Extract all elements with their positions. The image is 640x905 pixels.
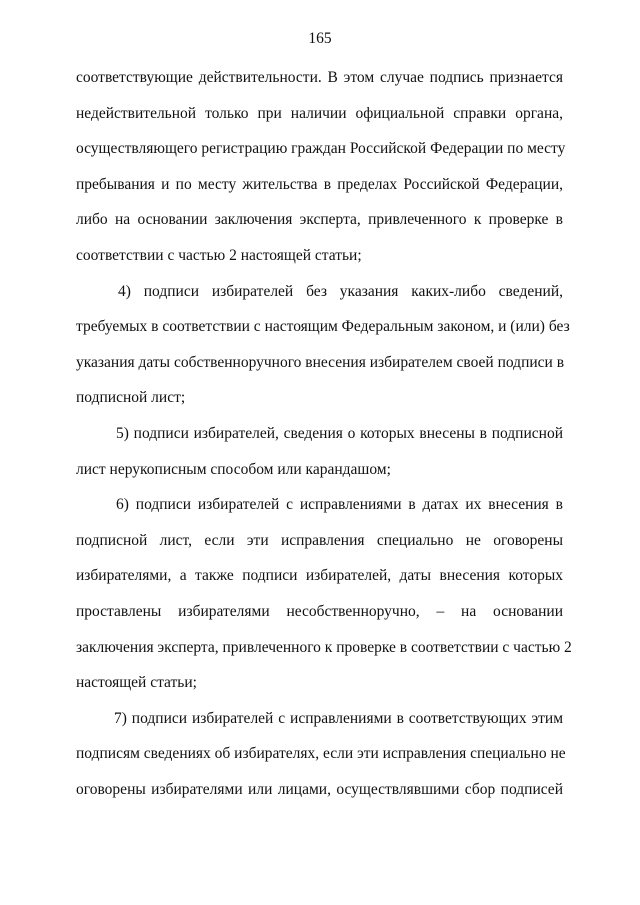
text-line: осуществляющего регистрацию граждан Российской Федерации по месту [76,140,566,158]
page-number: 165 [308,30,332,47]
text-line: избирателями, а также подписи избирателей, даты внесения которых [76,567,563,585]
text-line: настоящей статьи; [76,674,197,692]
list-item-5-start: 5) подписи избирателей, сведения о которых внесены в подписной [116,424,563,442]
text-line: лист нерукописным способом или карандашом; [76,460,391,478]
text-line: подписям сведениях об избирателях, если эти исправления специально не [76,745,566,763]
list-item-4-start: 4) подписи избирателей без указания каких-либо сведений, [118,282,563,300]
text-line: требуемых в соответствии с настоящим Федеральным законом, и (или) без [76,318,570,336]
text-line: либо на основании заключения эксперта, привлеченного к проверке в [76,211,563,229]
text-line: соответствующие действительности. В этом случае подпись признается [76,69,563,86]
text-line: проставлены избирателями несобственноручно, – на основании [76,602,563,620]
list-item-6-start: 6) подписи избирателей с исправлениями в датах их внесения в [116,496,563,514]
text-line: пребывания и по месту жительства в пределах Российской Федерации, [76,175,563,193]
document-body [76,60,572,807]
text-line: подписной лист; [76,389,186,407]
text-line: оговорены избирателями или лицами, осуществлявшими сбор подписей [76,780,563,798]
text-line: заключения эксперта, привлеченного к проверке в соответствии с частью 2 [76,638,572,656]
text-line: недействительной только при наличии официальной справки органа, [76,104,563,122]
text-line: соответствии с частью 2 настоящей статьи; [76,246,362,264]
text-line: указания даты собственноручного внесения избирателем своей подписи в [76,353,565,371]
list-item-7-start: 7) подписи избирателей с исправлениями в соответствующих этим [114,709,563,727]
text-line: подписной лист, если эти исправления специально не оговорены [76,531,563,549]
